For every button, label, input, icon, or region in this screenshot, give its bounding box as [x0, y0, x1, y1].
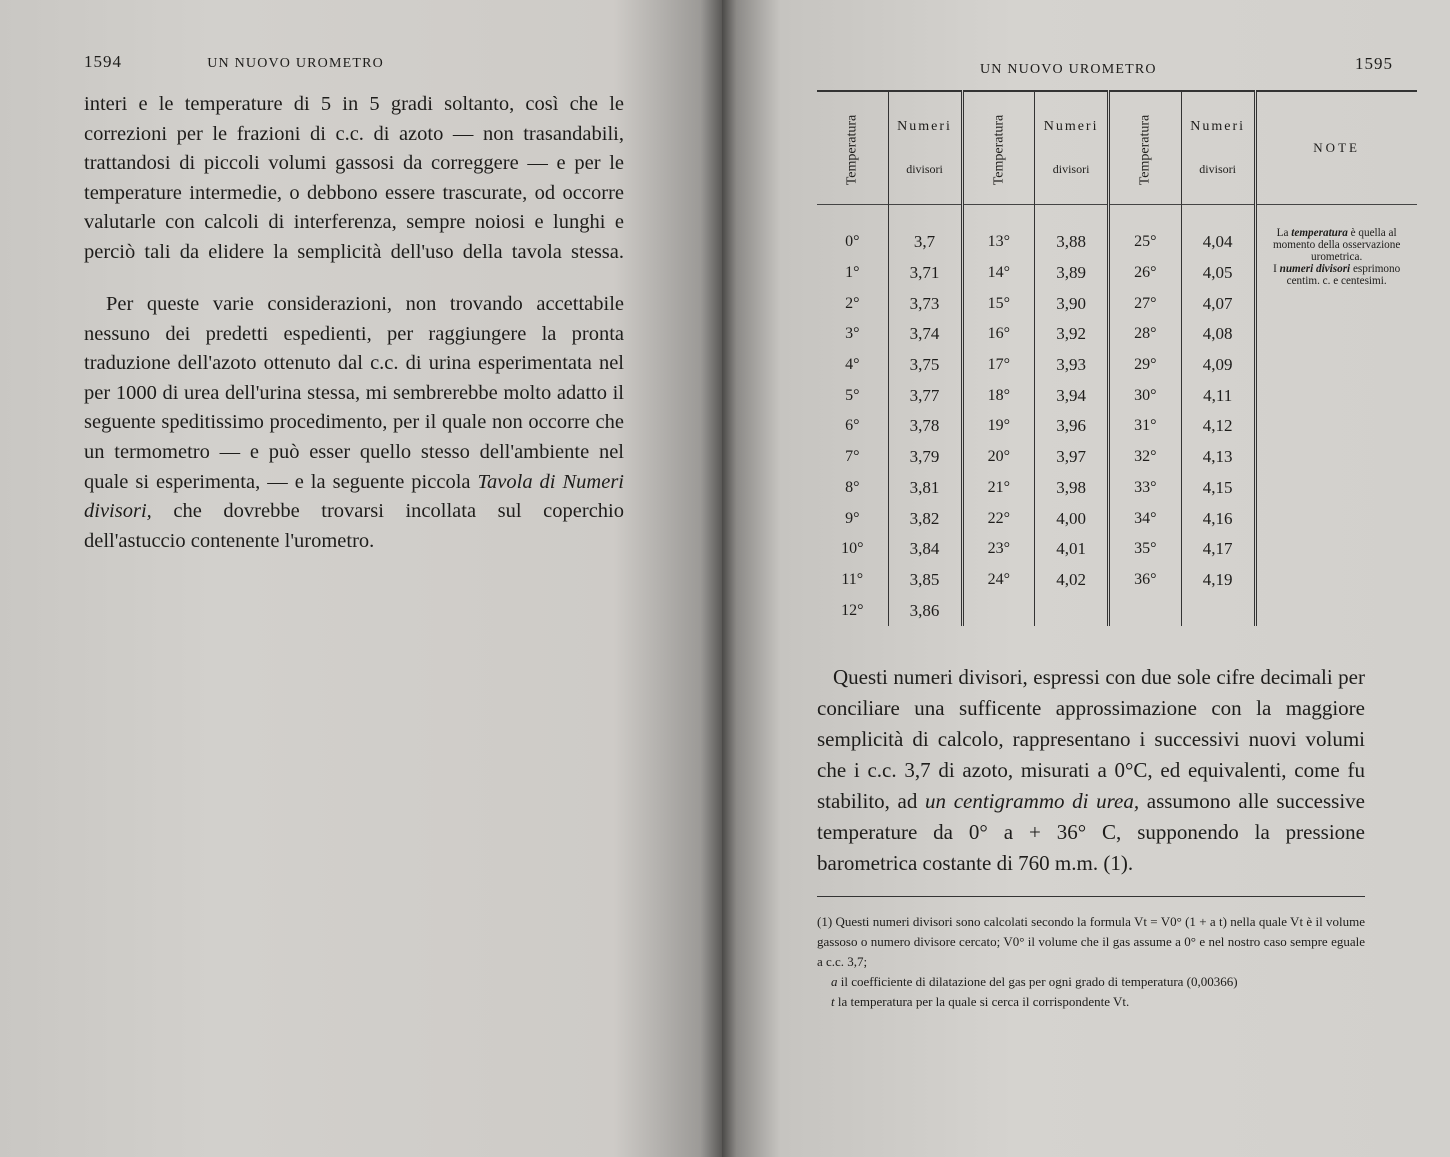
- divisor-cell: 3,86: [888, 595, 962, 626]
- temperature-cell: 20°: [962, 442, 1035, 473]
- table-body: [817, 205, 1417, 626]
- temperature-cell: 33°: [1109, 473, 1182, 504]
- divisor-cell: 4,15: [1181, 473, 1255, 504]
- table-title-reference: Tavola di Numeri divisori,: [84, 470, 624, 523]
- divisor-cell: [1035, 595, 1109, 626]
- divisor-cell: 3,88: [1035, 205, 1109, 258]
- note-text: è quella al momento della osservazione urometrica.: [1272, 227, 1401, 263]
- divisor-cell: 3,7: [888, 205, 962, 258]
- temperature-cell: 28°: [1109, 319, 1182, 350]
- temperature-cell: 36°: [1109, 565, 1182, 596]
- divisor-cell: 3,77: [888, 380, 962, 411]
- header-numbers: Numeri divisori: [1035, 91, 1109, 205]
- temperature-cell: 2°: [817, 288, 888, 319]
- note-cell: [1255, 205, 1417, 626]
- temperature-cell: 35°: [1109, 534, 1182, 565]
- divisor-cell: 4,17: [1181, 534, 1255, 565]
- paragraph: Per queste varie considerazioni, non trovando accettabile nessuno dei predetti espedienti, per raggiungere la pronta traduzione dell'azoto ottenuto dal c.c. di urina esperimentata nel per 1000 di urea dell'urina stessa, mi sembrerebbe molto adatto il seguente speditissimo procedimento, per il quale non occorre che un termometro — e può esser quello stesso dell'ambiente nel quale si esperimenta, — e la seguente piccola Tavola di Numeri divisori, che dovrebbe trovarsi incollata sul coperchio dell'astuccio contenente l'urometro.: [84, 293, 624, 552]
- temperature-cell: 34°: [1109, 503, 1182, 534]
- temperature-cell: 19°: [962, 411, 1035, 442]
- paragraph: interi e le temperature di 5 in 5 gradi soltanto, così che le correzioni per le frazioni di c.c. di azoto — non trasandabili, trattandosi di piccoli volumi gassosi da correggere — e per le temperature intermedie, o debbono essere trascurate, od occorre valutarle con calcoli di interferenza, sempre noiosi e lunghi e perciò tali da elidere la semplicità dell'uso della tavola stessa.: [84, 93, 624, 263]
- header-numbers: Numeri divisori: [1181, 91, 1255, 205]
- divisor-cell: 3,78: [888, 411, 962, 442]
- divisor-cell: 3,71: [888, 258, 962, 289]
- paragraph: Questi numeri divisori, espressi con due sole cifre decimali per conciliare una sufficente approssimazione con la maggiore semplicità di calcolo, rappresentano i successivi nuovi volumi che i c.c. 3,7 di azoto, misurati a 0°C, ed equivalenti, come fu stabilito, ad un centigrammo di urea, assumono alle successive temperature da 0° a + 36° C, supponendo la pressione barometrica costante di 760 m.m. (1).: [817, 665, 1366, 875]
- temperature-cell: 26°: [1109, 258, 1182, 289]
- note-text: esprimono centim. c. e centesimi.: [1286, 263, 1401, 287]
- page-header-right: [980, 58, 1157, 78]
- temperature-cell: 4°: [817, 350, 888, 381]
- divisor-cell: 3,97: [1035, 442, 1109, 473]
- divisor-cell: 3,82: [888, 503, 962, 534]
- temperature-cell: 5°: [817, 380, 888, 411]
- divisor-cell: 4,00: [1035, 503, 1109, 534]
- italic-phrase: un centigrammo di urea,: [925, 789, 1140, 813]
- divisor-cell: 3,75: [888, 350, 962, 381]
- running-head: UN NUOVO UROMETRO: [980, 62, 1157, 77]
- note-text: La: [1276, 227, 1289, 239]
- footnote: [817, 912, 1365, 1012]
- temperature-cell: 21°: [962, 473, 1035, 504]
- temperature-cell: 11°: [817, 565, 888, 596]
- temperature-cell: [962, 595, 1035, 626]
- header-notes: NOTE: [1313, 140, 1360, 155]
- divisor-cell: 3,92: [1035, 319, 1109, 350]
- temperature-cell: 6°: [817, 411, 888, 442]
- divisor-table-container: [817, 90, 1417, 626]
- page-number: 1594: [84, 52, 122, 71]
- temperature-cell: 31°: [1109, 411, 1182, 442]
- divisor-cell: 4,04: [1181, 205, 1255, 258]
- divisor-cell: 4,01: [1035, 534, 1109, 565]
- divisor-cell: 3,93: [1035, 350, 1109, 381]
- divisor-cell: 4,08: [1181, 319, 1255, 350]
- footnote-text: a il coefficiente di dilatazione del gas per ogni grado di temperatura (0,00366): [831, 974, 1238, 989]
- divisor-cell: 4,07: [1181, 288, 1255, 319]
- temperature-cell: [1109, 595, 1182, 626]
- temperature-cell: 12°: [817, 595, 888, 626]
- temperature-cell: 16°: [962, 319, 1035, 350]
- table-header-row: [817, 91, 1417, 205]
- temperature-cell: 29°: [1109, 350, 1182, 381]
- divisor-table: [817, 90, 1417, 626]
- divisor-cell: 4,05: [1181, 258, 1255, 289]
- divisor-cell: 3,84: [888, 534, 962, 565]
- temperature-cell: 27°: [1109, 288, 1182, 319]
- note-text: temperatura: [1291, 227, 1348, 239]
- divisor-cell: 4,11: [1181, 380, 1255, 411]
- temperature-cell: 24°: [962, 565, 1035, 596]
- temperature-cell: 8°: [817, 473, 888, 504]
- divisor-cell: 3,98: [1035, 473, 1109, 504]
- temperature-cell: 23°: [962, 534, 1035, 565]
- temperature-cell: 15°: [962, 288, 1035, 319]
- temperature-cell: 1°: [817, 258, 888, 289]
- footnote-rule: [817, 896, 1365, 897]
- temperature-cell: 32°: [1109, 442, 1182, 473]
- temperature-cell: 18°: [962, 380, 1035, 411]
- divisor-cell: 3,74: [888, 319, 962, 350]
- temperature-cell: 9°: [817, 503, 888, 534]
- temperature-cell: 25°: [1109, 205, 1182, 258]
- page-number: 1595: [1355, 54, 1393, 73]
- divisor-cell: 3,89: [1035, 258, 1109, 289]
- footnote-text: (1) Questi numeri divisori sono calcolati secondo la formula Vt = V0° (1 + a t) nella quale Vt è il volume gassoso o numero divisore cercato; V0° il volume che il gas assume a 0° e nel nostro caso sempre eguale a c.c. 3,7;: [817, 914, 1365, 969]
- header-numbers: Numeri divisori: [888, 91, 962, 205]
- divisor-cell: 3,94: [1035, 380, 1109, 411]
- right-page: [722, 0, 1450, 1157]
- divisor-cell: 3,79: [888, 442, 962, 473]
- divisor-cell: [1181, 595, 1255, 626]
- divisor-cell: 4,02: [1035, 565, 1109, 596]
- temperature-cell: 22°: [962, 503, 1035, 534]
- footnote-text: t la temperatura per la quale si cerca il corrispondente Vt.: [831, 994, 1130, 1009]
- page-header-left: [84, 52, 384, 72]
- header-temperature: Temperatura: [817, 91, 888, 205]
- temperature-cell: 13°: [962, 205, 1035, 258]
- divisor-cell: 3,81: [888, 473, 962, 504]
- temperature-cell: 10°: [817, 534, 888, 565]
- temperature-cell: 17°: [962, 350, 1035, 381]
- divisor-cell: 4,09: [1181, 350, 1255, 381]
- divisor-cell: 3,90: [1035, 288, 1109, 319]
- temperature-cell: 30°: [1109, 380, 1182, 411]
- divisor-cell: 4,12: [1181, 411, 1255, 442]
- divisor-cell: 3,85: [888, 565, 962, 596]
- temperature-cell: 7°: [817, 442, 888, 473]
- temperature-cell: 0°: [817, 205, 888, 258]
- running-head: UN NUOVO UROMETRO: [207, 56, 384, 71]
- header-temperature: Temperatura: [962, 91, 1035, 205]
- divisor-cell: 4,13: [1181, 442, 1255, 473]
- table-row: [817, 205, 1417, 258]
- note-text: I: [1273, 263, 1277, 275]
- divisor-cell: 3,96: [1035, 411, 1109, 442]
- temperature-cell: 14°: [962, 258, 1035, 289]
- divisor-cell: 3,73: [888, 288, 962, 319]
- divisor-cell: 4,19: [1181, 565, 1255, 596]
- header-temperature: Temperatura: [1109, 91, 1182, 205]
- left-page: [0, 0, 722, 1157]
- note-text: numeri divisori: [1279, 263, 1351, 275]
- temperature-cell: 3°: [817, 319, 888, 350]
- divisor-cell: 4,16: [1181, 503, 1255, 534]
